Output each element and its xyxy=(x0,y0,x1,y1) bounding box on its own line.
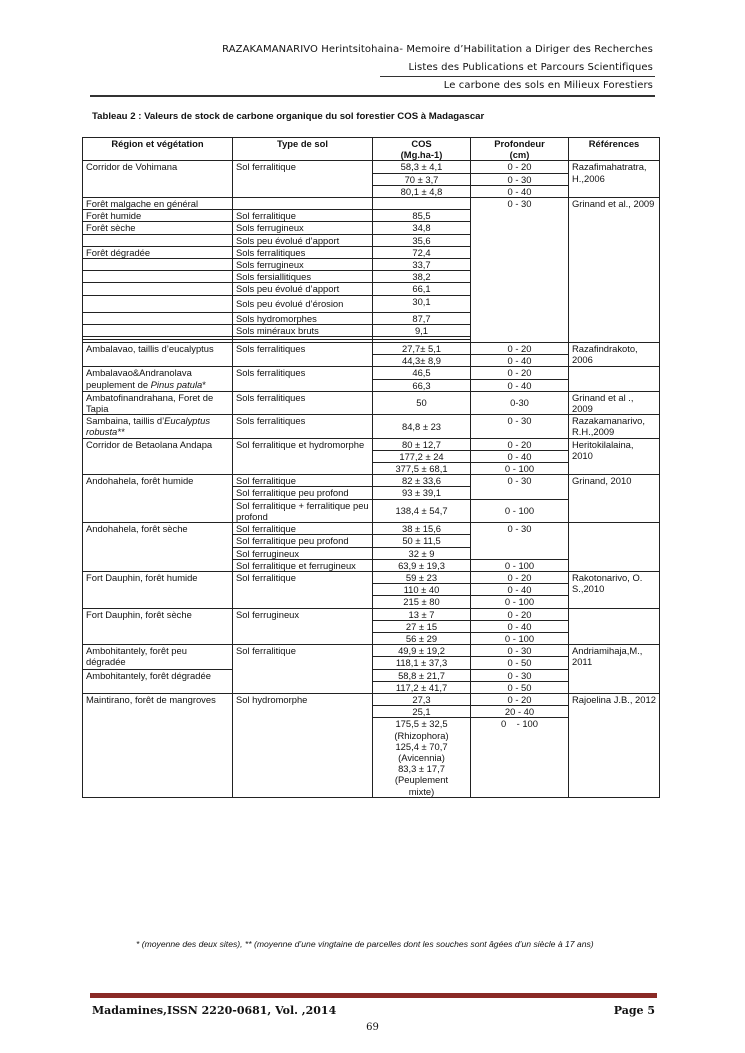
running-header-line-2: Listes des Publications et Parcours Scientifiques xyxy=(408,62,653,73)
table-cell: Forêt dégradée xyxy=(83,246,233,258)
italic-text: ** xyxy=(117,426,125,438)
table-cell: 56 ± 29 xyxy=(373,632,471,644)
table-cell: 87,7 xyxy=(373,312,471,324)
table-cell xyxy=(569,608,660,645)
table-cell: 175,5 ± 32,5 (Rhizophora) 125,4 ± 70,7 (Avicennia) 83,3 ± 17,7 (Peuplement mixte) xyxy=(373,718,471,797)
carbon-stock-table xyxy=(82,137,660,798)
table-cell: Grinand et al., 2009 xyxy=(569,198,660,343)
table-footnote: * (moyenne des deux sites), ** (moyenne d’une vingtaine de parcelles dont les souches sont âgées d’un siècle à 17 ans) xyxy=(136,939,594,949)
table-cell: Andriamihaja,M., 2011 xyxy=(569,645,660,694)
running-header-line-1: RAZAKAMANARIVO Herintsitohaina- Memoire d’Habilitation a Diriger des Recherches xyxy=(222,44,653,55)
table-cell xyxy=(83,415,233,438)
table-row xyxy=(83,161,660,173)
italic-text: Pinus patula xyxy=(150,378,203,390)
table-cell: Fort Dauphin, forêt sèche xyxy=(83,608,233,645)
col-header-soil: Type de sol xyxy=(233,138,373,161)
table-cell xyxy=(569,367,660,391)
table-cell: Sols peu évolué d’apport xyxy=(233,283,373,295)
table-cell: 13 ± 7 xyxy=(373,608,471,620)
table-cell: 25,1 xyxy=(373,706,471,718)
table-cell: Razakamanarivo, R.H.,2009 xyxy=(569,415,660,438)
table-cell: Sols peu évolué d’apport xyxy=(233,234,373,246)
table-row xyxy=(83,608,660,620)
table-cell: 0 - 30 xyxy=(471,475,569,499)
col-header-region: Région et végétation xyxy=(83,138,233,161)
table-cell: 0 - 30 xyxy=(471,523,569,560)
footer-bar xyxy=(90,993,657,998)
table-cell: 0 - 100 xyxy=(471,596,569,608)
table-cell: Sols minéraux bruts xyxy=(233,324,373,336)
col-header-cos: COS (Mg.ha-1) xyxy=(373,138,471,161)
table-row xyxy=(83,391,660,414)
table-cell: 0 - 20 xyxy=(471,571,569,583)
table-cell: Maintirano, forêt de mangroves xyxy=(83,693,233,797)
table-cell: 32 ± 9 xyxy=(373,547,471,559)
table-header-row xyxy=(83,138,660,161)
table-cell: 85,5 xyxy=(373,210,471,222)
table-cell xyxy=(83,271,233,283)
table-cell: Grinand, 2010 xyxy=(569,475,660,523)
header-rule-bottom xyxy=(90,95,655,97)
table-cell: 9,1 xyxy=(373,324,471,336)
table-row xyxy=(83,475,660,487)
cell-text: Sambaina, taillis d’ xyxy=(86,415,165,427)
table-cell: 72,4 xyxy=(373,246,471,258)
cell-text: peuplement de xyxy=(86,378,151,390)
table-cell: 0 - 100 xyxy=(471,463,569,475)
table-cell xyxy=(83,234,233,246)
table-cell: Sols ferralitiques xyxy=(233,415,373,438)
table-cell: Andohahela, forêt sèche xyxy=(83,523,233,572)
table-cell: 0 - 40 xyxy=(471,185,569,197)
table-cell: 27,7± 5,1 xyxy=(373,343,471,355)
table-row xyxy=(83,198,660,210)
table-cell: 0 - 40 xyxy=(471,584,569,596)
table-cell: 0 - 30 xyxy=(471,198,569,343)
col-header-depth: Profondeur (cm) xyxy=(471,138,569,161)
table-cell: 30,1 xyxy=(373,295,471,312)
table-row xyxy=(83,571,660,583)
table-cell: 0 - 50 xyxy=(471,657,569,669)
table-cell: Ambalavao, taillis d’eucalyptus xyxy=(83,343,233,367)
table-row xyxy=(83,343,660,355)
table-cell: 70 ± 3,7 xyxy=(373,173,471,185)
table-cell: Rajoelina J.B., 2012 xyxy=(569,693,660,797)
table-cell: 44,3± 8,9 xyxy=(373,355,471,367)
table-cell: Sol ferralitique xyxy=(233,523,373,535)
table-cell: Corridor de Vohimana xyxy=(83,161,233,198)
table-cell: Sol ferrugineux xyxy=(233,608,373,645)
table-row xyxy=(83,438,660,450)
table-cell: Sols fersiallitiques xyxy=(233,271,373,283)
table-cell: 0 - 30 xyxy=(471,669,569,681)
table-cell: Sol ferralitique xyxy=(233,210,373,222)
table-cell: 80,1 ± 4,8 xyxy=(373,185,471,197)
table-cell xyxy=(83,295,233,312)
table-cell: 0 - 50 xyxy=(471,681,569,693)
table-cell: 34,8 xyxy=(373,222,471,234)
table-cell: 0 - 20 xyxy=(471,343,569,355)
footer-journal: Madamines,ISSN 2220-0681, Vol. ,2014 xyxy=(92,1004,337,1017)
table-caption: Tableau 2 : Valeurs de stock de carbone organique du sol forestier COS à Madagascar xyxy=(92,111,485,122)
table-cell: 0 - 100 xyxy=(471,499,569,522)
table-cell: Ambatofinandrahana, Foret de Tapia xyxy=(83,391,233,414)
table-cell: 50 ± 11,5 xyxy=(373,535,471,547)
table-cell: 110 ± 40 xyxy=(373,584,471,596)
running-header-line-3: Le carbone des sols en Milieux Forestiers xyxy=(443,80,653,91)
table-cell: 58,8 ± 21,7 xyxy=(373,669,471,681)
table-cell: 0 - 20 xyxy=(471,161,569,173)
table-cell: 0 - 100 xyxy=(471,718,569,797)
table-cell: Sols hydromorphes xyxy=(233,312,373,324)
table-cell: 0 - 20 xyxy=(471,608,569,620)
table-cell: Sol ferralitique peu profond xyxy=(233,535,373,547)
table-cell: 0 - 30 xyxy=(471,645,569,657)
cell-text: * xyxy=(202,378,206,390)
table-row xyxy=(83,523,660,535)
table-cell: 50 xyxy=(373,391,471,414)
table-cell xyxy=(83,324,233,336)
table-cell: 58,3 ± 4,1 xyxy=(373,161,471,173)
table-cell xyxy=(83,312,233,324)
table-cell: 117,2 ± 41,7 xyxy=(373,681,471,693)
table-cell: 0 - 20 xyxy=(471,438,569,450)
table-cell: Sol hydromorphe xyxy=(233,693,373,797)
table-cell: Sol ferralitique xyxy=(233,475,373,487)
table-cell: Forêt sèche xyxy=(83,222,233,234)
table-cell: 80 ± 12,7 xyxy=(373,438,471,450)
table-cell xyxy=(569,523,660,572)
table-cell: 27,3 xyxy=(373,693,471,705)
table-cell: Sols ferralitiques xyxy=(233,391,373,414)
table-cell: 0 - 100 xyxy=(471,559,569,571)
table-cell: 49,9 ± 19,2 xyxy=(373,645,471,657)
table-cell: Sol ferralitique peu profond xyxy=(233,487,373,499)
table-row xyxy=(83,415,660,438)
table-cell: 84,8 ± 23 xyxy=(373,415,471,438)
page-number: 69 xyxy=(366,1022,379,1033)
table-cell: Sols ferralitiques xyxy=(233,343,373,367)
table-cell: 63,9 ± 19,3 xyxy=(373,559,471,571)
table-cell: 66,1 xyxy=(373,283,471,295)
table-row xyxy=(83,367,660,379)
table-cell: 0 - 40 xyxy=(471,450,569,462)
table-cell: 0 - 100 xyxy=(471,632,569,644)
table-cell: 177,2 ± 24 xyxy=(373,450,471,462)
table-cell: 46,5 xyxy=(373,367,471,379)
table-cell: 27 ± 15 xyxy=(373,620,471,632)
table-cell xyxy=(83,367,233,391)
table-cell: 0 - 20 xyxy=(471,367,569,379)
cell-text: Ambalavao&Andranolava xyxy=(86,367,192,379)
table-cell: 138,4 ± 54,7 xyxy=(373,499,471,522)
table-cell: 38,2 xyxy=(373,271,471,283)
footer-page-label: Page 5 xyxy=(613,1004,655,1017)
col-header-refs: Références xyxy=(569,138,660,161)
table-cell: Sol ferralitique et ferrugineux xyxy=(233,559,373,571)
table-cell: Heritokilalaina, 2010 xyxy=(569,438,660,475)
table-cell: Ambohitantely, forêt dégradée xyxy=(83,669,233,693)
table-cell: 0 - 30 xyxy=(471,415,569,438)
table-cell: 66,3 xyxy=(373,379,471,391)
table-cell: Sols ferrugineux xyxy=(233,259,373,271)
table-cell: 0 - 20 xyxy=(471,693,569,705)
table-cell: Sol ferrugineux xyxy=(233,547,373,559)
table-cell: 38 ± 15,6 xyxy=(373,523,471,535)
table-cell: Andohahela, forêt humide xyxy=(83,475,233,523)
header-rule xyxy=(380,76,655,77)
table-cell: Razafindrakoto, 2006 xyxy=(569,343,660,367)
table-cell: Sol ferralitique et hydromorphe xyxy=(233,438,373,475)
table-cell: Sols ferralitiques xyxy=(233,367,373,391)
table-cell: 59 ± 23 xyxy=(373,571,471,583)
table-cell: Sol ferralitique xyxy=(233,161,373,198)
table-cell xyxy=(83,259,233,271)
table-cell: 20 - 40 xyxy=(471,706,569,718)
table-row xyxy=(83,645,660,657)
table-cell: 0 - 40 xyxy=(471,379,569,391)
table-cell: Forêt malgache en général xyxy=(83,198,233,210)
table-cell: Sols ferralitiques xyxy=(233,246,373,258)
table-cell xyxy=(83,283,233,295)
table-cell: Sols ferrugineux xyxy=(233,222,373,234)
table-cell: 215 ± 80 xyxy=(373,596,471,608)
table-cell: Sol ferralitique + ferralitique peu profond xyxy=(233,499,373,522)
table-cell: 377,5 ± 68,1 xyxy=(373,463,471,475)
table-cell: Sol ferralitique xyxy=(233,645,373,694)
table-cell: 0 - 30 xyxy=(471,173,569,185)
table-cell: 33,7 xyxy=(373,259,471,271)
table-cell: 82 ± 33,6 xyxy=(373,475,471,487)
table-cell: 0-30 xyxy=(471,391,569,414)
table-cell: Ambohitantely, forêt peu dégradée xyxy=(83,645,233,669)
table-cell xyxy=(373,198,471,210)
table-cell: Corridor de Betaolana Andapa xyxy=(83,438,233,475)
table-cell: 93 ± 39,1 xyxy=(373,487,471,499)
table-cell: Rakotonarivo, O. S.,2010 xyxy=(569,571,660,608)
table-cell: Grinand et al ., 2009 xyxy=(569,391,660,414)
table-cell: 0 - 40 xyxy=(471,620,569,632)
table-cell: Sols peu évolué d’érosion xyxy=(233,295,373,312)
table-cell: 35,6 xyxy=(373,234,471,246)
table-cell: Razafimahatratra, H.,2006 xyxy=(569,161,660,198)
table-cell: 0 - 40 xyxy=(471,355,569,367)
table-cell: Sol ferralitique xyxy=(233,571,373,608)
table-cell: 118,1 ± 37,3 xyxy=(373,657,471,669)
italic-text: Eucalyptus robusta xyxy=(86,415,211,438)
table-row xyxy=(83,693,660,705)
table-cell: Forêt humide xyxy=(83,210,233,222)
table-cell: Fort Dauphin, forêt humide xyxy=(83,571,233,608)
table-cell xyxy=(233,198,373,210)
